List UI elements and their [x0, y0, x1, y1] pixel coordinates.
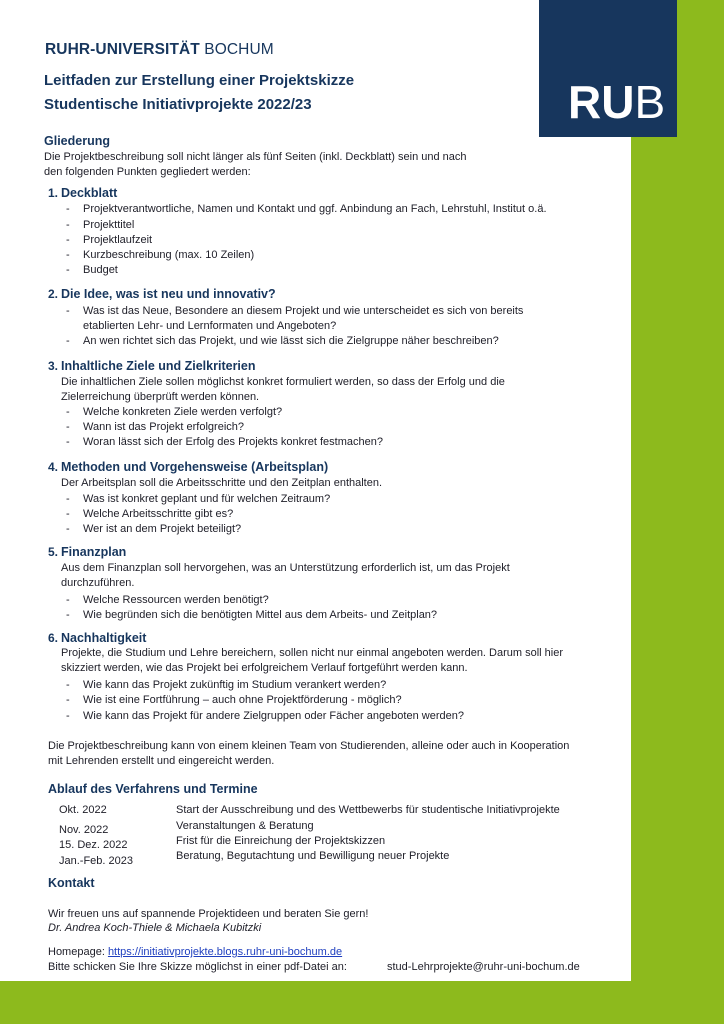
section-5-number: 5.: [48, 545, 59, 559]
kontakt-heading: Kontakt: [48, 876, 95, 890]
green-sidebar-band: [631, 0, 724, 1024]
bullet-dash: -: [66, 335, 70, 347]
bullet-dash: -: [66, 436, 70, 448]
schedule-description: Veranstaltungen & Beratung: [176, 820, 314, 832]
bullet-dash: -: [66, 493, 70, 505]
homepage-link[interactable]: https://initiativprojekte.blogs.ruhr-uni-bochum.de: [107, 946, 343, 958]
schedule-description: Start der Ausschreibung und des Wettbewerbs für studentische Initiativprojekte: [176, 804, 560, 816]
section-6-item: Wie kann das Projekt zukünftig im Studium verankert werden?: [83, 679, 387, 691]
section-4-number: 4.: [48, 460, 59, 474]
ablauf-heading: Ablauf des Verfahrens und Termine: [48, 782, 258, 796]
section-5-text: durchzuführen.: [61, 577, 135, 589]
closing-line1: Die Projektbeschreibung kann von einem kleinen Team von Studierenden, alleine oder auch in Kooperation: [48, 740, 570, 752]
closing-line2: mit Lehrenden erstellt und eingereicht werden.: [48, 755, 275, 767]
contact-email[interactable]: stud-Lehrprojekte@ruhr-uni-bochum.de: [387, 961, 580, 973]
section-3-text: Zielerreichung überprüft werden können.: [61, 391, 260, 403]
section-6-number: 6.: [48, 631, 59, 645]
bullet-dash: -: [66, 694, 70, 706]
section-6-item: Wie ist eine Fortführung – auch ohne Projektförderung - möglich?: [83, 694, 402, 706]
section-5-item: Wie begründen sich die benötigten Mittel aus dem Arbeits- und Zeitplan?: [83, 609, 438, 621]
schedule-date: Jan.-Feb. 2023: [59, 855, 133, 867]
gliederung-heading: Gliederung: [44, 134, 110, 148]
bullet-dash: -: [66, 249, 70, 261]
bullet-dash: -: [66, 305, 70, 317]
section-4-title: Methoden und Vorgehensweise (Arbeitsplan): [61, 460, 329, 474]
section-1-item: Projektverantwortliche, Namen und Kontakt und ggf. Anbindung an Fach, Lehrstuhl, Institut o.ä.: [83, 203, 547, 215]
section-1-item: Kurzbeschreibung (max. 10 Zeilen): [83, 249, 255, 261]
schedule-date: Nov. 2022: [59, 824, 109, 836]
section-1-item: Projektlaufzeit: [83, 234, 153, 246]
schedule-description: Frist für die Einreichung der Projektskizzen: [176, 835, 386, 847]
university-name: [45, 41, 274, 59]
section-3-number: 3.: [48, 359, 59, 373]
homepage-line: [48, 945, 342, 960]
section-5-text: Aus dem Finanzplan soll hervorgehen, was an Unterstützung erforderlich ist, um das Projekt: [61, 562, 510, 574]
section-1-item: Budget: [83, 264, 118, 276]
homepage-label: Homepage:: [48, 946, 108, 958]
bullet-dash: -: [66, 594, 70, 606]
rub-logo: [568, 76, 666, 128]
section-2-item: An wen richtet sich das Projekt, und wie lässt sich die Zielgruppe näher beschreiben?: [83, 335, 499, 347]
university-name-bold: RUHR-UNIVERSITÄT: [45, 41, 200, 58]
document-title-line1: Leitfaden zur Erstellung einer Projektskizze: [44, 72, 355, 89]
send-instruction: Bitte schicken Sie Ihre Skizze möglichst in einer pdf-Datei an:: [48, 961, 347, 973]
schedule-date: Okt. 2022: [59, 804, 107, 816]
bullet-dash: -: [66, 710, 70, 722]
bullet-dash: -: [66, 421, 70, 433]
bullet-dash: -: [66, 234, 70, 246]
schedule-description: Beratung, Begutachtung und Bewilligung neuer Projekte: [176, 850, 450, 862]
logo-light-part: B: [634, 76, 666, 128]
section-1-title: Deckblatt: [61, 186, 118, 200]
section-4-item: Was ist konkret geplant und für welchen Zeitraum?: [83, 493, 331, 505]
section-5-item: Welche Ressourcen werden benötigt?: [83, 594, 269, 606]
section-1-number: 1.: [48, 186, 59, 200]
bullet-dash: -: [66, 609, 70, 621]
section-6-title: Nachhaltigkeit: [61, 631, 147, 645]
section-6-text: skizziert werden, wie das Projekt bei erfolgreichem Verlauf fortgeführt werden kann.: [61, 662, 468, 674]
section-2-item: Was ist das Neue, Besondere an diesem Projekt und wie unterscheidet es sich von bereits: [83, 305, 524, 317]
section-4-item: Welche Arbeitsschritte gibt es?: [83, 508, 234, 520]
kontakt-names: Dr. Andrea Koch-Thiele & Michaela Kubitzki: [48, 922, 262, 934]
logo-bold-part: RU: [568, 76, 635, 128]
schedule-date: 15. Dez. 2022: [59, 839, 128, 851]
section-6-text: Projekte, die Studium und Lehre bereichern, sollen nicht nur einmal angeboten werden. Darum soll hier: [61, 647, 564, 659]
gliederung-intro-line1: Die Projektbeschreibung soll nicht länger als fünf Seiten (inkl. Deckblatt) sein und nach: [44, 151, 467, 163]
section-4-item: Wer ist an dem Projekt beteiligt?: [83, 523, 242, 535]
section-2-item-continued: etablierten Lehr- und Lernformaten und Angeboten?: [83, 320, 337, 332]
bullet-dash: -: [66, 523, 70, 535]
university-name-light: BOCHUM: [199, 41, 274, 58]
document-title-line2: Studentische Initiativprojekte 2022/23: [44, 96, 312, 113]
bullet-dash: -: [66, 264, 70, 276]
section-1-item: Projekttitel: [83, 219, 135, 231]
section-2-number: 2.: [48, 287, 59, 301]
bullet-dash: -: [66, 406, 70, 418]
section-3-item: Wann ist das Projekt erfolgreich?: [83, 421, 244, 433]
section-3-item: Welche konkreten Ziele werden verfolgt?: [83, 406, 283, 418]
section-6-item: Wie kann das Projekt für andere Zielgruppen oder Fächer angeboten werden?: [83, 710, 464, 722]
gliederung-intro-line2: den folgenden Punkten gegliedert werden:: [44, 166, 251, 178]
kontakt-line1: Wir freuen uns auf spannende Projektideen und beraten Sie gern!: [48, 908, 369, 920]
section-3-text: Die inhaltlichen Ziele sollen möglichst konkret formuliert werden, so dass der Erfolg und die: [61, 376, 505, 388]
section-5-title: Finanzplan: [61, 545, 127, 559]
bullet-dash: -: [66, 508, 70, 520]
section-4-text: Der Arbeitsplan soll die Arbeitsschritte und den Zeitplan enthalten.: [61, 477, 383, 489]
section-2-title: Die Idee, was ist neu und innovativ?: [61, 287, 276, 301]
bullet-dash: -: [66, 679, 70, 691]
section-3-title: Inhaltliche Ziele und Zielkriterien: [61, 359, 256, 373]
bullet-dash: -: [66, 219, 70, 231]
green-footer-band: [0, 981, 724, 1024]
bullet-dash: -: [66, 203, 70, 215]
section-3-item: Woran lässt sich der Erfolg des Projekts konkret festmachen?: [83, 436, 383, 448]
